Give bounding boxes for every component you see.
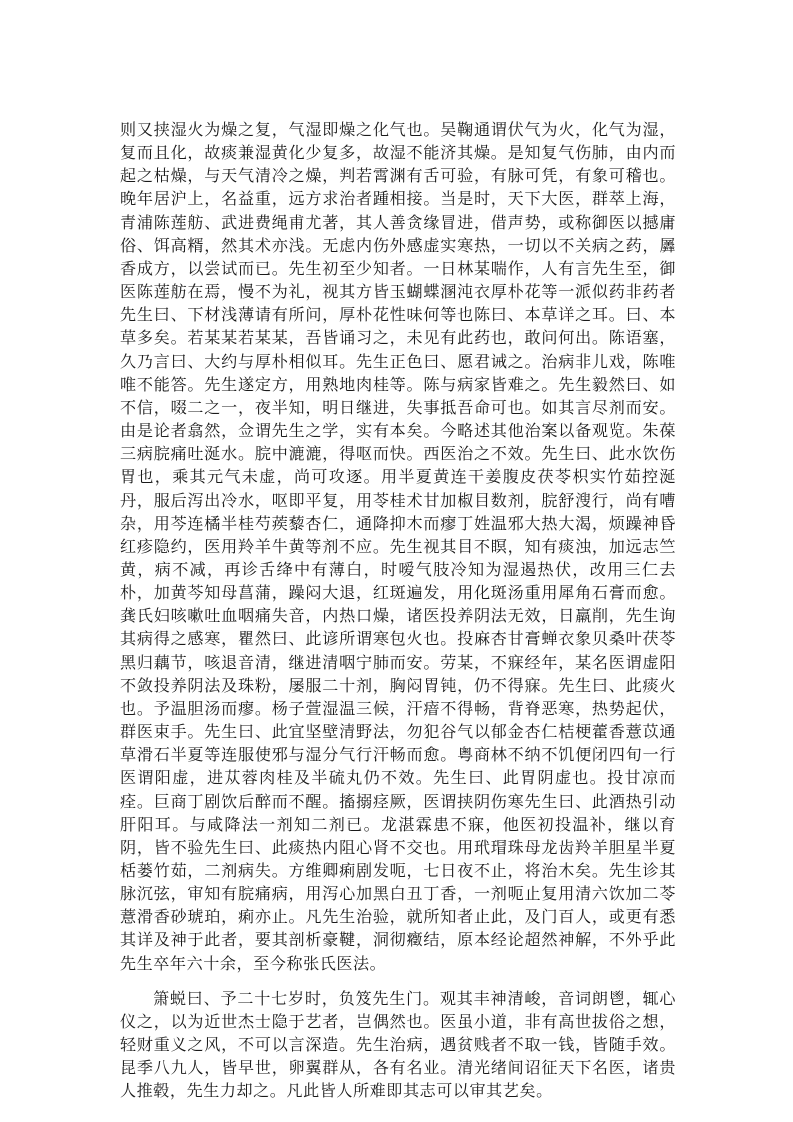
paragraph-biography: 则又挟湿火为燥之复，气湿即燥之化气也。吴鞠通谓伏气为火，化气为湿，复而且化，故痰兼湿黄化少复多，故湿不能济其燥。是知复气伤肺，由内而起之枯燥，与天气清冷之燥，判若霄渊有舌可验，有脉可凭，有象可稽也。晚年居沪上，名益重，远方求治者踵相接。当是时，天下大医，群萃上海，青浦陈莲舫、武进费绳甫尤著，其人善贪缘冒进，借声势，或称御医以撼庸俗、饵高糈，然其术亦浅。无虑内伤外感虚实寒热，一切以不关病之药，羼香成方，以尝试而已。先生初至少知者。一日林某喘作，人有言先生至，御医陈莲舫在焉，慢不为礼，视其方皆玉蝴蝶溷沌衣厚朴花等一派似药非药者先生曰、下材浅薄请有所问，厚朴花性味何等也陈曰、本草详之耳。曰、本草多矣。若某某若某某，吾皆诵习之，未见有此药也，敢问何出。陈语塞，久乃言曰、大约与厚朴相似耳。先生正色曰、愿君诫之。治病非儿戏，陈唯唯不能答。先生遂定方，用熟地肉桂等。陈与病家皆难之。先生毅然曰、如不信，啜二之一，夜半知，明日继进，失事抵吾命可也。如其言尽剂而安。由是论者翕然，佥谓先生之学，实有本矣。今略述其他治案以备观览。朱葆三病脘痛吐涎水。脘中漉漉，得呕而快。西医治之不效。先生曰、此水饮伤胃也，乘其元气未虚，尚可攻逐。用半夏黄连干姜腹皮茯苓枳实竹茹控涎丹，服后泻出冷水，呕即平复，用苓桂术甘加椒目数剂，脘舒溲行，尚有嘈杂，用芩连橘半桂芍蒺藜杏仁，通降抑木而瘳丁姓温邪大热大渴，烦躁神昏红疹隐约，医用羚羊牛黄等剂不应。先生视其目不瞑，知有痰浊，加远志竺黄，病不减，再诊舌绛中有薄白，时嗳气肢冷知为湿遏热伏，改用三仁去朴，加黄芩知母菖蒲，躁闷大退，红斑遍发，用化斑汤重用犀角石膏而愈。龚氏妇咳嗽吐血咽痛失音，内热口燥，诸医投养阴法无效，日羸削，先生询其病得之感寒，瞿然曰、此谚所谓寒包火也。投麻杏甘膏蝉衣象贝桑叶茯苓黑归藕节，咳退音清，继进清咽宁肺而安。劳某，不寐经年，某名医谓虚阳不敛投养阴法及珠粉，屡服二十剂，胸闷胃钝，仍不得寐。先生曰、此痰火也。予温胆汤而瘳。杨子萱湿温三候，汗瘖不得畅，背脊恶寒，热势起伏，群医束手。先生曰、此宜坚壁清野法，勿犯谷气以郁金杏仁桔梗藿香薏苡通草滑石半夏等连服使邪与湿分气行汗畅而愈。粤商林不纳不饥便闭四旬一行医谓阳虚，进苁蓉肉桂及半硫丸仍不效。先生曰、此胃阴虚也。投甘凉而痊。巨商丁剧饮后醉而不醒。搐搦痉厥，医谓挟阴伤寒先生曰、此酒热引动肝阳耳。与咸降法一剂知二剂已。龙湛霖患不寐，他医初投温补，继以育阴，皆不验先生曰、此痰热内阻心肾不交也。用玳瑁珠母龙齿羚羊胆星半夏栝蒌竹茹，二剂病失。方维卿痢剧发呃，七日夜不止，将治木矣。先生诊其脉沉弦，审知有脘痛病，用泻心加黑白丑丁香，一剂呃止复用清六饮加二苓薏滑香砂琥珀，痢亦止。凡先生治验，就所知者止此，及门百人，或更有悉其详及神于此者，要其剖析豪鞬，洞彻癥结，原本经论超然神解，不外乎此先生卒年六十余，至今称张氏医法。 (120, 120, 676, 973)
document-page (120, 118, 676, 1103)
paragraph-author-comment: 箫蜕曰、予二十七岁时，负笈先生门。观其丰神清峻，音词朗鬯，辄心仪之，以为近世杰士隐于艺者，岂偶然也。医虽小道，非有高世拔俗之想，轻财重义之风，不可以言深造。先生治病，遇贫贱者不取一钱，皆随手效。昆季八九人，皆早世，卵翼群从，各有名业。清光绪间诏征天下名医，诸贵人推毂，先生力却之。凡此皆人所难即其志可以审其艺矣。 (120, 988, 676, 1101)
